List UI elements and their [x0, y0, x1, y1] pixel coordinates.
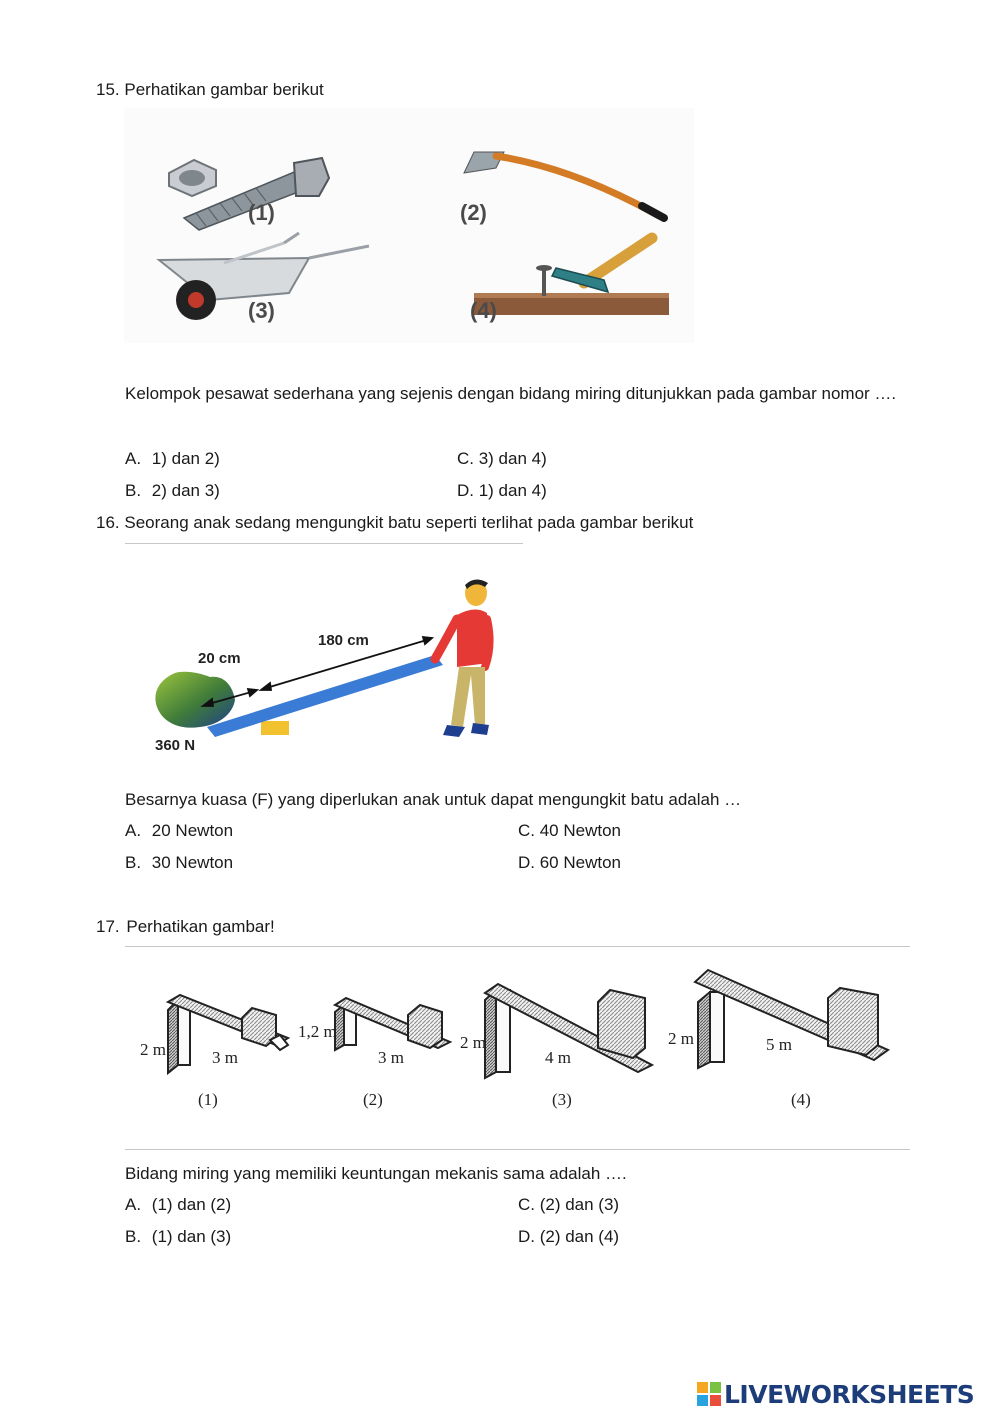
q17-option-c[interactable]: C. (2) dan (3): [518, 1195, 620, 1214]
q17-question: Bidang miring yang memiliki keuntungan mekanis sama adalah ….: [125, 1164, 627, 1183]
q15-question: Kelompok pesawat sederhana yang sejenis dengan bidang miring ditunjukkan pada gambar nomor ….: [125, 384, 897, 403]
option-letter: B.: [125, 481, 142, 500]
q16-prompt: Seorang anak sedang mengungkit batu seperti terlihat pada gambar berikut: [124, 513, 694, 532]
q15-label-2: (2): [460, 200, 487, 225]
option-text: 20 Newton: [151, 821, 234, 840]
ramp-2-height: 1,2 m: [298, 1022, 337, 1041]
q15-figure: [124, 108, 694, 343]
q17-header: [96, 917, 275, 937]
ramp-4-length: 5 m: [766, 1035, 792, 1054]
child-image: [435, 579, 490, 737]
q15-label-4: (4): [470, 298, 497, 323]
option-text: 30 Newton: [151, 853, 234, 872]
q17-number: 17.: [96, 917, 120, 936]
option-text: (1) dan (3): [151, 1227, 232, 1246]
ramp-2-image: [335, 998, 450, 1050]
ramp-3-label: (3): [552, 1090, 572, 1109]
ramp-1-label: (1): [198, 1090, 218, 1109]
q17-inclined-planes-figure: [130, 960, 900, 1120]
option-letter: A.: [125, 1195, 142, 1214]
fulcrum-image: [261, 721, 289, 735]
effort-arm-label: 180 cm: [318, 632, 369, 649]
divider: [125, 946, 910, 947]
ramp-2-label: (2): [363, 1090, 383, 1109]
option-text: 2) dan 3): [151, 481, 220, 500]
option-letter: B.: [125, 853, 142, 872]
q15-number: 15.: [96, 80, 120, 99]
q16-option-b[interactable]: [125, 853, 233, 873]
option-letter: A.: [125, 449, 142, 468]
q16-number: 16.: [96, 513, 120, 532]
q16-option-c[interactable]: C. 40 Newton: [518, 821, 621, 840]
divider: [125, 1149, 910, 1150]
q15-option-d[interactable]: D. 1) dan 4): [457, 481, 547, 500]
ramp-1-height: 2 m: [140, 1040, 166, 1059]
ramp-3-length: 4 m: [545, 1048, 571, 1067]
ramp-4-label: (4): [791, 1090, 811, 1109]
divider: [125, 543, 523, 544]
q15-option-a[interactable]: [125, 449, 220, 469]
q15-option-c[interactable]: C. 3) dan 4): [457, 449, 547, 468]
q16-question: Besarnya kuasa (F) yang diperlukan anak untuk dapat mengungkit batu adalah …: [125, 790, 742, 809]
liveworksheets-logo[interactable]: [697, 1379, 974, 1409]
q17-option-d[interactable]: D. (2) dan (4): [518, 1227, 620, 1246]
q15-prompt: Perhatikan gambar berikut: [124, 80, 324, 99]
q15-label-3: (3): [248, 298, 275, 323]
option-letter: A.: [125, 821, 142, 840]
q15-header: [96, 80, 324, 100]
load-label: 360 N: [155, 737, 196, 754]
q16-lever-figure: [145, 575, 505, 760]
q17-prompt: Perhatikan gambar!: [126, 917, 275, 936]
q15-option-b[interactable]: [125, 481, 220, 501]
liveworksheets-wordmark: LIVEWORKSHEETS: [724, 1379, 975, 1409]
q15-label-1: (1): [248, 200, 275, 225]
liveworksheets-icon: [697, 1382, 721, 1406]
option-letter: B.: [125, 1227, 142, 1246]
ramp-4-height: 2 m: [668, 1029, 694, 1048]
ramp-1-length: 3 m: [212, 1048, 238, 1067]
option-text: (1) dan (2): [151, 1195, 232, 1214]
ramp-2-length: 3 m: [378, 1048, 404, 1067]
lever-board-image: [207, 655, 443, 737]
q16-option-d[interactable]: D. 60 Newton: [518, 853, 621, 872]
option-text: 1) dan 2): [151, 449, 220, 468]
q17-option-b[interactable]: [125, 1227, 231, 1247]
ramp-3-height: 2 m: [460, 1033, 486, 1052]
load-arm-label: 20 cm: [198, 650, 241, 667]
q17-option-a[interactable]: [125, 1195, 231, 1215]
q16-header: [96, 513, 693, 533]
q16-option-a[interactable]: [125, 821, 233, 841]
